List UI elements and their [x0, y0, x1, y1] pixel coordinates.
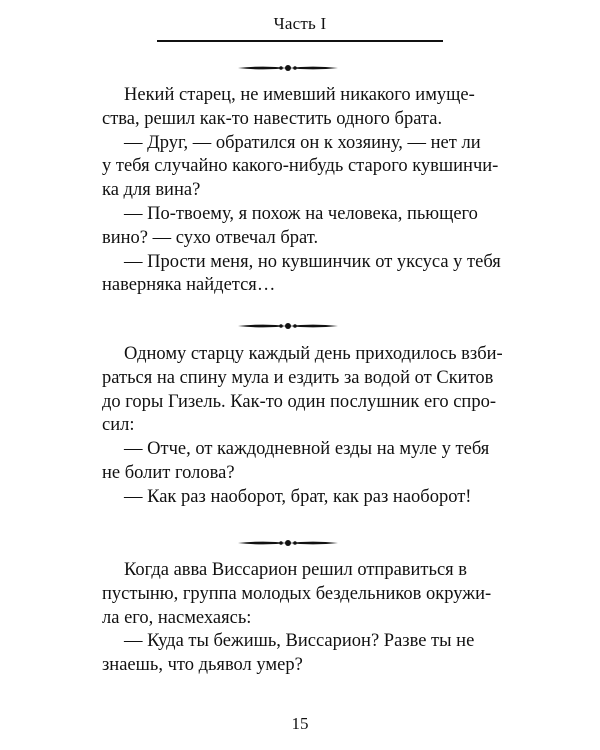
- story-3: [102, 559, 510, 678]
- paragraph: [102, 559, 510, 630]
- text-line: знаешь, что дьявол умер?: [102, 655, 303, 676]
- text-line: Некий старец, не имевший никакого имуще-: [124, 85, 475, 105]
- story-2: [102, 343, 510, 510]
- paragraph: [102, 654, 510, 678]
- paragraph: [102, 486, 510, 510]
- text-line: наверняка найдется…: [102, 275, 276, 296]
- fleuron-rule-icon: [238, 62, 338, 74]
- header-rule: [157, 40, 443, 42]
- paragraph: [102, 251, 510, 275]
- text-line: — Отче, от каждодневной езды на муле у тебя: [124, 439, 490, 460]
- paragraph: [102, 132, 510, 156]
- text-line: вино? — сухо отвечал брат.: [102, 227, 319, 248]
- paragraph: [102, 438, 510, 462]
- paragraph: [102, 203, 510, 227]
- story-1: [102, 84, 510, 298]
- text-line: — По-твоему, я похож на человека, пьющего: [124, 203, 478, 224]
- paragraph: [102, 343, 510, 438]
- running-head: Часть I: [273, 14, 327, 33]
- paragraph: [102, 84, 510, 132]
- text-line: у тебя случайно какого-нибудь старого кувшинчи-: [102, 156, 499, 177]
- text-line: — Куда ты бежишь, Виссарион? Разве ты не: [124, 631, 475, 652]
- text-line: Одному старцу каждый день приходилось взби-: [124, 344, 503, 364]
- paragraph: [102, 227, 510, 251]
- fleuron-rule-icon: [238, 320, 338, 332]
- paragraph: [102, 274, 510, 298]
- text-line: ства, решил как-то навестить одного брата.: [102, 108, 443, 129]
- fleuron-rule-icon: [238, 537, 338, 549]
- paragraph: [102, 462, 510, 486]
- text-line: раться на спину мула и ездить за водой от Скитов: [102, 367, 494, 388]
- text-line: — Прости меня, но кувшинчик от уксуса у тебя: [124, 251, 501, 272]
- paragraph: [102, 630, 510, 654]
- page-number: 15: [291, 714, 309, 733]
- text-line: не болит голова?: [102, 462, 235, 483]
- text-line: до горы Гизель. Как-то один послушник его спро-: [102, 391, 496, 412]
- text-line: Когда авва Виссарион решил отправиться в: [124, 560, 468, 580]
- text-line: — Друг, — обратился он к хозяину, — нет ли: [124, 132, 481, 153]
- paragraph: [102, 155, 510, 203]
- text-line: — Как раз наоборот, брат, как раз наоборот!: [124, 486, 472, 507]
- text-line: пустыню, группа молодых бездельников окружи-: [102, 583, 492, 604]
- text-line: ка для вина?: [102, 180, 201, 201]
- text-line: сил:: [102, 415, 135, 436]
- text-line: ла его, насмехаясь:: [102, 607, 252, 628]
